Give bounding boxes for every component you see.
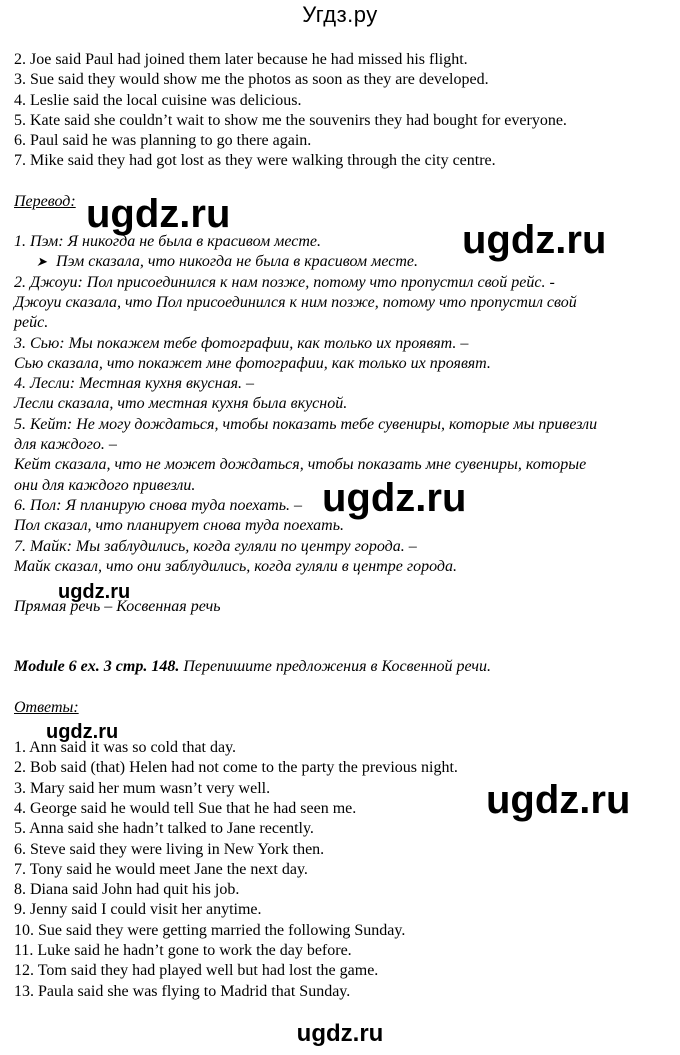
answer-item: 10. Sue said they were getting married the following Sunday. <box>14 921 406 939</box>
answer-item: 6. Steve said they were living in New York then. <box>14 840 325 858</box>
speech-note: Прямая речь – Косвенная речь <box>14 598 221 616</box>
translation-line: 1. Пэм: Я никогда не была в красивом месте. <box>14 233 322 251</box>
task-label: Module 6 ex. 3 стр. 148. <box>14 658 180 676</box>
task-line <box>14 657 674 677</box>
answer-item: 12. Tom said they had played well but had lost the game. <box>14 962 379 980</box>
watermark: ugdz.ru <box>322 476 467 520</box>
translation-line: 2. Джоуи: Пол присоединился к нам позже, потому что пропустил свой рейс. - <box>14 273 555 291</box>
answer-line: 6. Paul said he was planning to go there again. <box>14 132 312 150</box>
translation-line: рейс. <box>14 314 49 332</box>
translation-line: Пэм сказала, что никогда не была в красивом месте. <box>56 253 418 271</box>
translation-line: 3. Сью: Мы покажем тебе фотографии, как только их проявят. – <box>14 334 469 352</box>
translation-line: Майк сказал, что они заблудились, когда гуляли в центре города. <box>14 557 457 575</box>
translation-heading: Перевод: <box>14 192 76 210</box>
answer-item: 4. George said he would tell Sue that he had seen me. <box>14 799 357 817</box>
translation-line: Сью сказала, что покажет мне фотографии, как только их проявят. <box>14 354 491 372</box>
answer-item: 5. Anna said she hadn’t talked to Jane recently. <box>14 820 314 838</box>
translation-line: Лесли сказала, что местная кухня была вкусной. <box>14 395 348 413</box>
answer-item: 2. Bob said (that) Helen had not come to the party the previous night. <box>14 759 458 777</box>
answer-line: 7. Mike said they had got lost as they were walking through the city centre. <box>14 152 496 170</box>
answer-line: 2. Joe said Paul had joined them later because he had missed his flight. <box>14 51 468 68</box>
answer-item: 8. Diana said John had quit his job. <box>14 881 240 899</box>
answer-line: 3. Sue said they would show me the photos as soon as they are developed. <box>14 71 489 89</box>
answer-line: 4. Leslie said the local cuisine was delicious. <box>14 91 302 109</box>
site-header: Угдз.ру <box>302 2 378 27</box>
watermark: ugdz.ru <box>86 192 231 236</box>
arrow-bullet-icon: ➤ <box>36 254 47 270</box>
task-instruction: Перепишите предложения в Косвенной речи. <box>179 658 492 676</box>
answer-item: 13. Paula said she was flying to Madrid that Sunday. <box>14 982 351 1000</box>
answer-item: 7. Tony said he would meet Jane the next day. <box>14 860 308 878</box>
watermark: ugdz.ru <box>462 218 607 262</box>
translation-line: 7. Майк: Мы заблудились, когда гуляли по центру города. – <box>14 537 417 555</box>
answers-heading: Ответы: <box>14 698 79 716</box>
translation-line: 6. Пол: Я планирую снова туда поехать. – <box>14 496 303 514</box>
watermark: ugdz.ru <box>58 581 131 603</box>
translation-line: Джоуи сказала, что Пол присоединился к ним позже, потому что пропустил свой <box>14 293 577 311</box>
answer-item: 1. Ann said it was so cold that day. <box>14 739 237 757</box>
translation-line: 4. Лесли: Местная кухня вкусная. – <box>14 375 255 393</box>
answer-line: 5. Kate said she couldn’t wait to show me the souvenirs they had bought for everyone. <box>14 111 567 129</box>
translation-line: 5. Кейт: Не могу дождаться, чтобы показать тебе сувениры, которые мы привезли <box>14 415 598 433</box>
translation-line: они для каждого привезли. <box>14 476 196 494</box>
answer-item: 9. Jenny said I could visit her anytime. <box>14 901 262 919</box>
answer-item: 3. Mary said her mum wasn’t very well. <box>14 779 271 797</box>
translation-line: Пол сказал, что планирует снова туда поехать. <box>14 517 344 535</box>
site-footer: ugdz.ru <box>296 1020 384 1047</box>
answer-item: 11. Luke said he hadn’t gone to work the day before. <box>14 941 352 959</box>
watermark: ugdz.ru <box>46 721 119 743</box>
translation-line: для каждого. – <box>14 436 117 454</box>
watermark: ugdz.ru <box>486 778 631 822</box>
translation-line: Кейт сказала, что не может дождаться, чтобы показать мне сувениры, которые <box>14 456 587 474</box>
